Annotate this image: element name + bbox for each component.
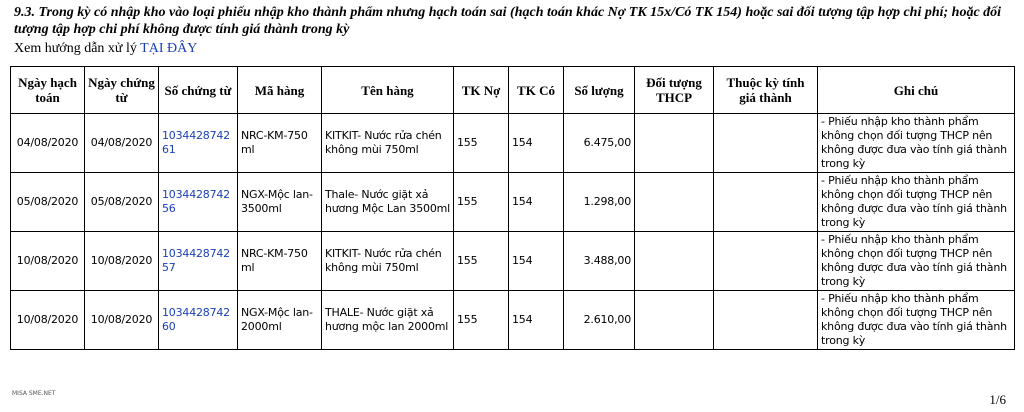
qty-cell: 2.610,00 xyxy=(564,291,635,350)
period-cell xyxy=(714,114,818,173)
qty-cell: 6.475,00 xyxy=(564,114,635,173)
debit-cell: 155 xyxy=(454,173,509,232)
doc-date-cell: 10/08/2020 xyxy=(85,232,159,291)
guide-link[interactable]: TẠI ĐÂY xyxy=(140,41,198,56)
debit-cell: 155 xyxy=(454,114,509,173)
table-header-row xyxy=(11,67,1015,114)
col-header-credit: TK Có xyxy=(509,67,564,114)
posting-date-cell: 10/08/2020 xyxy=(11,291,85,350)
period-cell xyxy=(714,232,818,291)
voucher-table xyxy=(10,66,1015,350)
col-header-period: Thuộc kỳ tính giá thành xyxy=(714,67,818,114)
item-name-cell: THALE- Nước giặt xả hương mộc lan 2000ml xyxy=(322,291,454,350)
item-name-cell: KITKIT- Nước rửa chén không mùi 750ml xyxy=(322,114,454,173)
credit-cell: 154 xyxy=(509,173,564,232)
col-header-debit: TK Nợ xyxy=(454,67,509,114)
posting-date-cell: 04/08/2020 xyxy=(11,114,85,173)
item-code-cell: NRC-KM-750 ml xyxy=(238,232,322,291)
col-header-item-code: Mã hàng xyxy=(238,67,322,114)
debit-cell: 155 xyxy=(454,291,509,350)
thcp-cell xyxy=(635,232,714,291)
page-number: 1/6 xyxy=(989,392,1006,407)
qty-cell: 1.298,00 xyxy=(564,173,635,232)
guide-text: Xem hướng dẫn xử lý xyxy=(14,41,141,56)
qty-cell: 3.488,00 xyxy=(564,232,635,291)
col-header-thcp: Đối tượng THCP xyxy=(635,67,714,114)
period-cell xyxy=(714,173,818,232)
item-name-cell: Thale- Nước giặt xả hương Mộc Lan 3500ml xyxy=(322,173,454,232)
col-header-qty: Số lượng xyxy=(564,67,635,114)
thcp-cell xyxy=(635,173,714,232)
thcp-cell xyxy=(635,291,714,350)
item-code-cell: NRC-KM-750 ml xyxy=(238,114,322,173)
item-code-cell: NGX-Mộc lan-2000ml xyxy=(238,291,322,350)
debit-cell: 155 xyxy=(454,232,509,291)
item-name-cell: KITKIT- Nước rửa chén không mùi 750ml xyxy=(322,232,454,291)
doc-date-cell: 10/08/2020 xyxy=(85,291,159,350)
note-cell: - Phiếu nhập kho thành phẩm không chọn đối tượng THCP nên không được đưa vào tính giá thành trong kỳ xyxy=(818,173,1015,232)
doc-no-link[interactable]: 103442874256 xyxy=(159,173,238,232)
table-row xyxy=(11,173,1015,232)
note-cell: - Phiếu nhập kho thành phẩm không chọn đối tượng THCP nên không được đưa vào tính giá thành trong kỳ xyxy=(818,291,1015,350)
period-cell xyxy=(714,291,818,350)
col-header-doc-no: Số chứng từ xyxy=(159,67,238,114)
table-row xyxy=(11,291,1015,350)
posting-date-cell: 10/08/2020 xyxy=(11,232,85,291)
doc-date-cell: 04/08/2020 xyxy=(85,114,159,173)
note-cell: - Phiếu nhập kho thành phẩm không chọn đối tượng THCP nên không được đưa vào tính giá thành trong kỳ xyxy=(818,114,1015,173)
col-header-note: Ghi chú xyxy=(818,67,1015,114)
section-heading: 9.3. Trong kỳ có nhập kho vào loại phiếu nhập kho thành phẩm nhưng hạch toán sai (hạch toán khác Nợ TK 15x/Có TK 154) hoặc sai đối tượng tập hợp chi phí; hoặc đối tượng tập hợp chi phí không được tính giá thành trong kỳ xyxy=(14,5,1002,37)
doc-no-link[interactable]: 103442874257 xyxy=(159,232,238,291)
doc-no-link[interactable]: 103442874261 xyxy=(159,114,238,173)
credit-cell: 154 xyxy=(509,291,564,350)
col-header-doc-date: Ngày chứng từ xyxy=(85,67,159,114)
thcp-cell xyxy=(635,114,714,173)
table-row xyxy=(11,232,1015,291)
posting-date-cell: 05/08/2020 xyxy=(11,173,85,232)
credit-cell: 154 xyxy=(509,114,564,173)
credit-cell: 154 xyxy=(509,232,564,291)
doc-no-link[interactable]: 103442874260 xyxy=(159,291,238,350)
item-code-cell: NGX-Mộc lan-3500ml xyxy=(238,173,322,232)
col-header-posting-date: Ngày hạch toán xyxy=(11,67,85,114)
note-cell: - Phiếu nhập kho thành phẩm không chọn đối tượng THCP nên không được đưa vào tính giá thành trong kỳ xyxy=(818,232,1015,291)
col-header-item-name: Tên hàng xyxy=(322,67,454,114)
table-row xyxy=(11,114,1015,173)
guide-line xyxy=(14,40,197,57)
doc-date-cell: 05/08/2020 xyxy=(85,173,159,232)
footer-brand: MISA SME.NET xyxy=(12,390,56,397)
